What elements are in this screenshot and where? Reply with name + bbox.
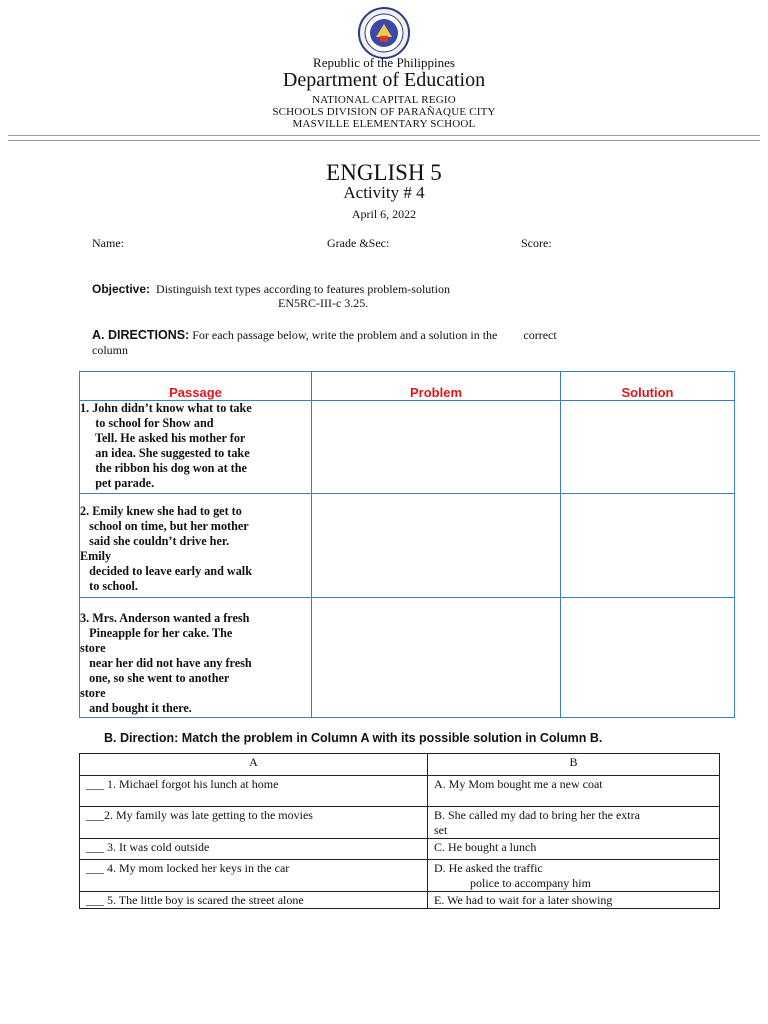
- solution-item: [428, 776, 720, 807]
- page-title: ENGLISH 5: [326, 160, 442, 185]
- passage-line: and bought it there.: [80, 701, 192, 715]
- solution-answer-cell[interactable]: [561, 598, 735, 718]
- table-row: [80, 892, 720, 909]
- objective-label: Objective:: [92, 282, 151, 296]
- passage-cell: [80, 494, 312, 598]
- passage-line: decided to leave early and walk: [80, 564, 252, 578]
- name-field-label: Name:: [92, 236, 124, 250]
- passage-column-header: Passage: [80, 372, 312, 401]
- section-a-directions: [92, 328, 692, 358]
- solution-text: A. My Mom bought me a new coat: [434, 777, 603, 791]
- passage-line: store: [80, 641, 106, 655]
- table-row: [80, 401, 735, 494]
- header-divider-secondary: [8, 140, 760, 141]
- passage-line: Pineapple for her cake. The: [80, 626, 233, 640]
- passage-line: an idea. She suggested to take: [80, 446, 250, 460]
- solution-item: [428, 892, 720, 909]
- table-row: [80, 860, 720, 892]
- table-row: [80, 807, 720, 839]
- problem-item: [80, 776, 428, 807]
- problem-answer-cell[interactable]: [312, 401, 561, 494]
- grade-section-field-label: Grade &Sec:: [327, 236, 390, 250]
- passage-line: Tell. He asked his mother for: [80, 431, 246, 445]
- solution-answer-cell[interactable]: [561, 401, 735, 494]
- problem-text: 2. My family was late getting to the movies: [104, 808, 313, 822]
- problem-text: 4. My mom locked her keys in the car: [104, 861, 290, 875]
- solution-text-cont: police to accompany him: [470, 876, 591, 890]
- solution-item: [428, 860, 720, 892]
- passage-line: Emily: [80, 549, 112, 563]
- column-a-header: A: [80, 754, 428, 776]
- objective: [92, 282, 450, 297]
- solution-text: E. We had to wait for a later showing: [434, 893, 613, 907]
- problem-answer-cell[interactable]: [312, 494, 561, 598]
- solution-item: [428, 839, 720, 860]
- matching-table-header: [80, 754, 720, 776]
- solution-text: D. He asked the traffic: [434, 861, 543, 875]
- solution-answer-cell[interactable]: [561, 494, 735, 598]
- table-row: [80, 776, 720, 807]
- matching-table: [79, 753, 720, 909]
- section-b-direction: B. Direction: Match the problem in Column A with its possible solution in Column B.: [104, 731, 603, 745]
- passage-line: store: [80, 686, 106, 700]
- passage-line: said she couldn’t drive her.: [80, 534, 230, 548]
- answer-blank[interactable]: ___: [86, 777, 104, 791]
- solution-text: C. He bought a lunch: [434, 840, 537, 854]
- passage-cell: [80, 401, 312, 494]
- passage-cell: [80, 598, 312, 718]
- passage-line: to school for Show and: [80, 416, 214, 430]
- activity-date: April 6, 2022: [351, 207, 417, 221]
- section-a-text: For each passage below, write the problem and a solution in the: [192, 328, 498, 342]
- solution-text-cont: set: [434, 823, 448, 837]
- section-a-label: A. DIRECTIONS:: [92, 328, 190, 342]
- division-heading: SCHOOLS DIVISION OF PARAÑAQUE CITY: [272, 106, 496, 118]
- problem-text: 1. Michael forgot his lunch at home: [104, 777, 279, 791]
- problem-text: 5. The little boy is scared the street alone: [104, 893, 304, 907]
- problem-column-header: Problem: [312, 372, 561, 401]
- table-row: [80, 839, 720, 860]
- solution-text: B. She called my dad to bring her the extra: [434, 808, 640, 822]
- passage-line: school on time, but her mother: [80, 519, 249, 533]
- objective-code: EN5RC-III-c 3.25.: [278, 296, 369, 310]
- passage-line: the ribbon his dog won at the: [80, 461, 247, 475]
- section-a-text-tail: correct: [523, 328, 557, 342]
- passage-line: 3. Mrs. Anderson wanted a fresh: [80, 611, 250, 625]
- table-row: [80, 598, 735, 718]
- problem-item: [80, 892, 428, 909]
- passage-line: one, so she went to another: [80, 671, 230, 685]
- passage-line: 2. Emily knew she had to get to: [80, 504, 242, 518]
- department-heading: Department of Education: [282, 69, 486, 91]
- answer-blank[interactable]: ___: [86, 861, 104, 875]
- problem-text: 3. It was cold outside: [104, 840, 210, 854]
- header-divider: [8, 135, 760, 136]
- school-heading: MASVILLE ELEMENTARY SCHOOL: [292, 118, 476, 130]
- solution-column-header: Solution: [561, 372, 735, 401]
- solution-item: [428, 807, 720, 839]
- problem-item: [80, 839, 428, 860]
- deped-seal-icon: [354, 6, 414, 60]
- answer-blank[interactable]: ___: [86, 893, 104, 907]
- section-a-text-line2: column: [92, 343, 128, 357]
- table-row: [80, 494, 735, 598]
- region-heading: NATIONAL CAPITAL REGIO: [312, 94, 456, 106]
- passage-line: to school.: [80, 579, 138, 593]
- problem-answer-cell[interactable]: [312, 598, 561, 718]
- activity-number: Activity # 4: [343, 183, 425, 202]
- passage-table: [79, 371, 735, 718]
- problem-item: [80, 860, 428, 892]
- passage-table-header: [80, 372, 735, 401]
- passage-line: near her did not have any fresh: [80, 656, 252, 670]
- answer-blank[interactable]: ___: [86, 808, 104, 822]
- answer-blank[interactable]: ___: [86, 840, 104, 854]
- column-b-header: B: [428, 754, 720, 776]
- objective-text: Distinguish text types according to features problem-solution: [156, 282, 450, 296]
- republic-heading: Republic of the Philippines: [313, 55, 455, 70]
- score-field-label: Score:: [521, 236, 552, 250]
- problem-item: [80, 807, 428, 839]
- passage-line: 1. John didn’t know what to take: [80, 401, 252, 415]
- passage-line: pet parade.: [80, 476, 155, 490]
